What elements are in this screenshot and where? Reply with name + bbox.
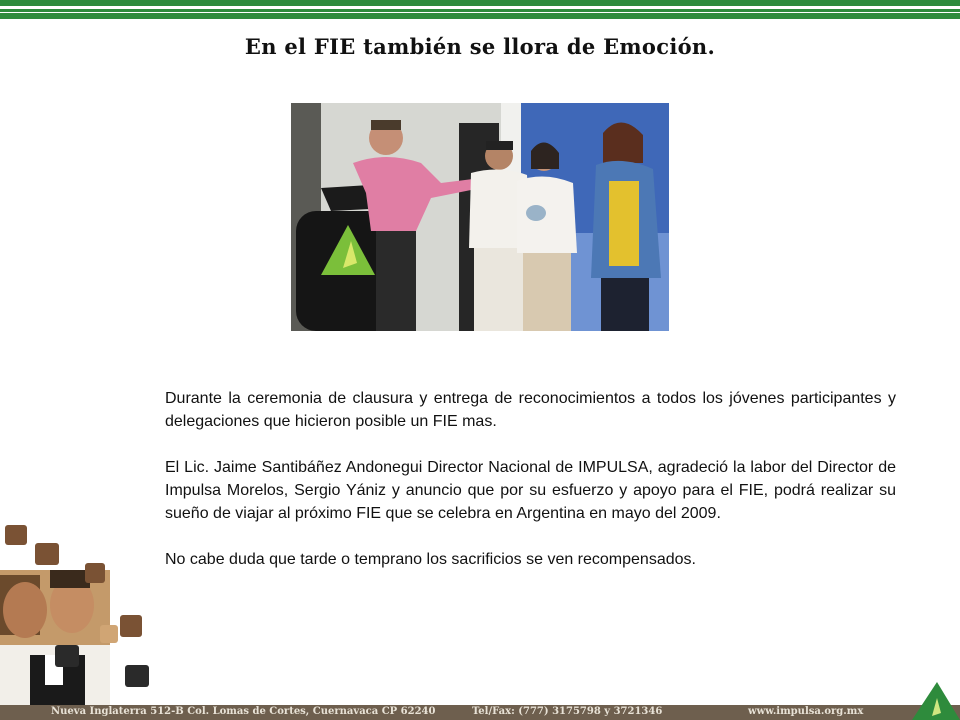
puzzle-decoration-icon: [0, 515, 160, 705]
footer-website: www.impulsa.org.mx: [748, 706, 864, 717]
article-body: [165, 387, 896, 571]
paragraph-director: El Lic. Jaime Santibáñez Andonegui Director Nacional de IMPULSA, agradeció la labor del Director de Impulsa Morelos, Sergio Yániz y anuncio que por su esfuerzo y apoyo para el FIE, podrá realizar su sueño de viajar al próximo FIE que se celebra en Argentina en mayo del 2009.: [165, 459, 896, 522]
impulsa-logo-icon: [910, 680, 960, 720]
footer-bar: [0, 705, 960, 720]
paragraph-closing: No cabe duda que tarde o temprano los sacrificios se ven recompensados.: [165, 551, 696, 568]
header-stripe-middle: [0, 9, 960, 12]
ceremony-photo: [291, 103, 669, 331]
footer-phone: Tel/Fax: (777) 3175798 y 3721346: [472, 706, 663, 717]
header-stripe-top: [0, 0, 960, 6]
page-title: En el FIE también se llora de Emoción.: [244, 34, 716, 59]
paragraph-ceremony: Durante la ceremonia de clausura y entrega de reconocimientos a todos los jóvenes participantes y delegaciones que hicieron posible un FIE mas.: [165, 390, 896, 430]
header-stripe-bottom: [0, 13, 960, 19]
footer-address: Nueva Inglaterra 512-B Col. Lomas de Cortes, Cuernavaca CP 62240: [51, 706, 436, 717]
